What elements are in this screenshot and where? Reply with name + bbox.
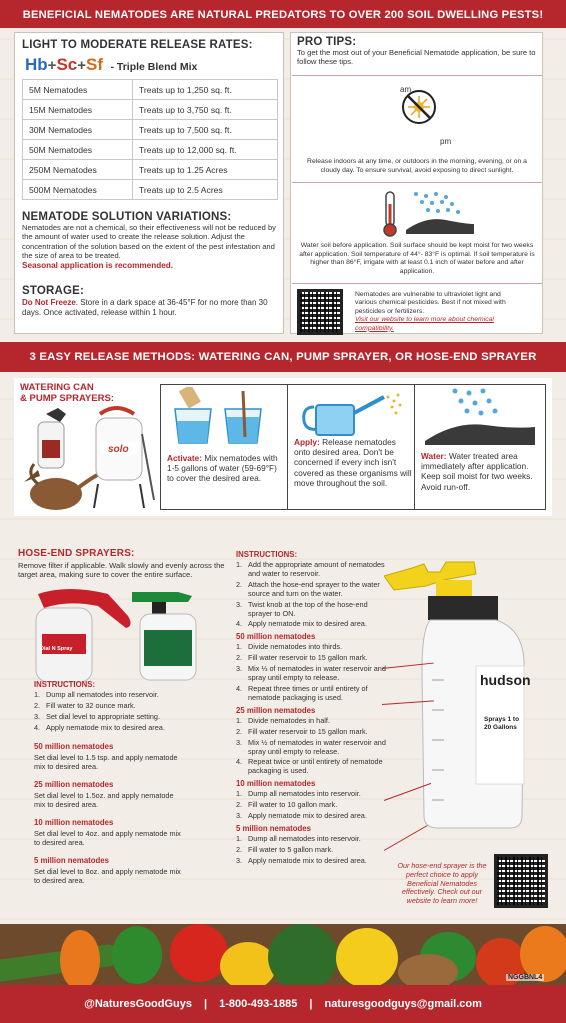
rate-coverage: Treats up to 1.25 Acres [133, 160, 278, 180]
bottle-brand: hudson [480, 672, 531, 688]
gallon-group-steps [236, 643, 388, 702]
rate-amount: 15M Nematodes [23, 100, 133, 120]
gallon-group-title: 50 million nematodes [236, 632, 316, 642]
right-steps [236, 561, 388, 629]
right-instructions-heading: INSTRUCTIONS: [236, 550, 298, 559]
instruction-step [236, 581, 388, 599]
step-text: Apply nematode mix to desired area. [248, 855, 367, 865]
instruction-step [236, 758, 388, 776]
step-number: 4. [236, 757, 243, 767]
step-text: Apply nematode mix to desired area. [248, 619, 367, 629]
step-number: 2. [34, 700, 41, 710]
step-number: 2. [236, 844, 243, 854]
instruction-step [236, 790, 388, 799]
hose-intro: Remove filter if applicable. Walk slowly and evenly across the target area, making sure to cover the entire surface. [18, 561, 225, 580]
step-number: 3. [236, 855, 243, 865]
step-text: Fill water reservoir to 15 gallon mark. [248, 653, 368, 663]
promo-text: Our hose-end sprayer is the perfect choice to apply Beneficial Nematodes effectively. Check out our website to learn more! [397, 861, 487, 906]
instruction-step [236, 717, 388, 726]
footer-sep-2: | [309, 998, 313, 1010]
bottle-sprays: Sprays 1 to 20 Gallons [484, 716, 520, 731]
ortho-label: Dial N Spray [40, 646, 73, 652]
water-text: Water treated area immediately after application. Keep soil moist for two weeks. Avoid run-off. [421, 451, 533, 492]
rate-coverage: Treats up to 3,750 sq. ft. [133, 100, 278, 120]
release-methods-banner: 3 EASY RELEASE METHODS: WATERING CAN, PUMP SPRAYER, OR HOSE-END SPRAYER [0, 342, 566, 372]
instruction-step [236, 846, 388, 855]
blend-title [25, 55, 197, 75]
step-number: 1. [236, 833, 243, 843]
watering-heading-line2: & PUMP SPRAYERS: [20, 393, 114, 404]
instruction-step [34, 724, 214, 733]
step-number: 4. [34, 722, 41, 732]
rates-row [23, 100, 278, 120]
apply-label: Apply: [294, 437, 320, 447]
step-text: Dump all nematodes into reservoir. [248, 833, 361, 843]
gallon-group-title: 5 million nematodes [236, 823, 311, 833]
watered-ground-icon [425, 387, 535, 445]
rate-coverage: Treats up to 12,000 sq. ft. [133, 140, 278, 160]
step-text: Mix ⅓ of nematodes in water reservoir and spray until empty to release. [248, 664, 386, 683]
step-number: 1. [236, 642, 243, 652]
step-number: 3. [236, 599, 243, 609]
dial-group-text: Set dial level to 4oz. and apply nematode mix to desired area. [34, 828, 181, 847]
rates-row [23, 140, 278, 160]
pepper-yellow [220, 942, 276, 986]
watering-heading [20, 382, 114, 404]
vegetables-image [0, 924, 566, 986]
hose-heading: HOSE-END SPRAYERS: [18, 548, 135, 559]
no-sun-icon [384, 80, 454, 138]
step-number: 1. [236, 789, 243, 799]
dial-sprayers-illustration [28, 586, 228, 686]
step-text: Dump all nematodes into reservoir. [248, 789, 361, 799]
variations-heading: NEMATODE SOLUTION VARIATIONS: [22, 211, 232, 223]
step-text: Fill water reservoir to 15 gallon mark. [248, 726, 368, 736]
gallon-group [236, 824, 388, 866]
dial-group-title: 25 million nematodes [34, 779, 114, 789]
thermometer-icon [380, 190, 400, 238]
step-number: 3. [236, 737, 243, 747]
step-text: Apply nematode mix to desired area. [46, 722, 165, 732]
instruction-step [34, 713, 214, 722]
step-number: 1. [34, 690, 41, 699]
top-banner: BENEFICIAL NEMATODES ARE NATURAL PREDATORS TO OVER 200 SOIL DWELLING PESTS! [0, 0, 566, 28]
tip-chemical-body: Nematodes are vulnerable to ultraviolet light and various chemical pesticides. Best if not mixed with pesticides or fertilizers. [355, 291, 506, 315]
step-activate-text [167, 453, 285, 484]
activate-label: Activate: [167, 453, 203, 463]
tip-sunlight [292, 75, 542, 183]
water-label: Water: [421, 451, 447, 461]
step-number: 2. [236, 800, 243, 810]
plus-2: + [77, 57, 86, 74]
rate-coverage: Treats up to 7,500 sq. ft. [133, 120, 278, 140]
dial-group-title: 10 million nematodes [34, 817, 114, 827]
instruction-step [236, 739, 388, 757]
dial-group-title: 50 million nematodes [34, 741, 114, 751]
rates-row [23, 180, 278, 200]
rate-amount: 500M Nematodes [23, 180, 133, 200]
carrot [60, 930, 100, 986]
watering-section [14, 378, 552, 516]
gallon-group [236, 706, 388, 776]
hb-label: Hb [25, 55, 48, 74]
am-label: am [400, 85, 412, 94]
dial-group [34, 856, 214, 885]
rate-coverage: Treats up to 1,250 sq. ft. [133, 80, 278, 100]
gallon-group [236, 779, 388, 821]
variations-text: Nematodes are not a chemical, so their effectiveness will not be reduced by the amount of water used to create the release solution. Adjust the concentration of the solution based on the extent of the pest infestation and the size of area to be treated. [22, 223, 276, 261]
storage-heading: STORAGE: [22, 285, 85, 297]
step-apply-text [294, 437, 412, 488]
seasonal-note: Seasonal application is recommended. [22, 260, 174, 270]
left-instructions-heading: INSTRUCTIONS: [34, 680, 96, 689]
dial-group-text: Set dial level to 1.5 tsp. and apply nematode mix to desired area. [34, 752, 178, 771]
dial-group [34, 818, 214, 847]
instruction-step [236, 835, 388, 844]
rates-row [23, 160, 278, 180]
watering-can-icon [298, 387, 408, 443]
rates-heading: LIGHT TO MODERATE RELEASE RATES: [22, 39, 253, 51]
dial-group-title: 5 million nematodes [34, 855, 109, 865]
step-activate [160, 384, 288, 510]
variations-body [22, 223, 280, 270]
step-text: Fill water to 5 gallon mark. [248, 844, 334, 854]
step-number: 3. [34, 711, 41, 721]
instruction-step [236, 665, 388, 683]
instruction-step [34, 691, 214, 700]
gallon-group [236, 632, 388, 702]
dial-group-text: Set dial level to 1.5oz. and apply nematode mix to desired area. [34, 790, 174, 809]
tip-soil-text: Water soil before application. Soil surface should be kept moist for two weeks after application. Soil temperature of 44°- 83°F is optimal. If soil temperature is higher than 86°F, irrigate with at least 0.1 inch of water before and after application. [299, 242, 535, 275]
step-text: Divide nematodes in half. [248, 715, 330, 725]
step-number: 4. [236, 683, 243, 693]
gallon-group-title: 25 million nematodes [236, 705, 316, 715]
rate-coverage: Treats up to 2.5 Acres [133, 180, 278, 200]
chemical-compatibility-link[interactable]: Visit our website to learn more about chemical compatibility. [355, 316, 494, 332]
storage-body [22, 298, 280, 318]
instruction-step [236, 857, 388, 866]
rates-row [23, 80, 278, 100]
step-text: Repeat three times or until entirety of nematode packaging is used. [248, 683, 368, 702]
broccoli [268, 924, 338, 986]
rate-amount: 30M Nematodes [23, 120, 133, 140]
watering-heading-line1: WATERING CAN [20, 382, 94, 393]
tip-chemical [297, 293, 537, 333]
dial-group [34, 742, 214, 771]
instruction-step [236, 601, 388, 619]
sprayers-illustration [16, 404, 156, 516]
left-steps [34, 691, 214, 733]
instruction-step [236, 685, 388, 703]
gallon-group-title: 10 million nematodes [236, 779, 316, 789]
rates-table [22, 79, 278, 200]
do-not-freeze: Do Not Freeze [22, 298, 76, 307]
email-address[interactable]: naturesgoodguys@gmail.com [324, 998, 482, 1010]
mixing-buckets-icon [169, 387, 279, 447]
step-text: Apply nematode mix to desired area. [248, 811, 367, 821]
plus-1: + [47, 57, 57, 74]
activate-text: Mix nematodes with 1-5 gallons of water (59-69°F) to cover the desired area. [167, 453, 278, 484]
step-water [414, 384, 546, 510]
tip-sunlight-text: Release indoors at any time, or outdoors in the morning, evening, or on a cloudy day. To ensure survival, avoid exposing to direct sunlight. [307, 158, 527, 174]
step-text: Repeat twice or until entirety of nematode packaging is used. [248, 757, 383, 776]
step-text: Fill water to 10 gallon mark. [248, 800, 338, 810]
step-apply [287, 384, 415, 510]
step-number: 2. [236, 726, 243, 736]
step-water-text [421, 451, 543, 492]
rates-panel [14, 32, 284, 334]
step-text: Set dial level to appropriate setting. [46, 711, 160, 721]
instruction-step [236, 654, 388, 663]
social-handle[interactable]: @NaturesGoodGuys [84, 998, 193, 1010]
tip-soil [292, 184, 542, 284]
watered-soil-icon [406, 190, 474, 234]
gallon-group-steps [236, 790, 388, 821]
left-groups [34, 742, 214, 885]
dial-group [34, 780, 214, 809]
step-number: 2. [236, 579, 243, 589]
sc-label: Sc [56, 55, 78, 74]
rate-amount: 250M Nematodes [23, 160, 133, 180]
pm-label: pm [440, 137, 452, 146]
step-text: Mix ½ of nematodes in water reservoir and spray until empty to release. [248, 737, 386, 756]
instruction-step [236, 801, 388, 810]
step-text: Dump all nematodes into reservoir. [46, 690, 159, 699]
step-number: 1. [236, 715, 243, 725]
tip-chemical-text [355, 291, 523, 333]
instruction-step [236, 620, 388, 629]
step-number: 4. [236, 619, 243, 629]
step-number: 1. [236, 560, 243, 569]
rates-row [23, 120, 278, 140]
footer-sep-1: | [204, 998, 208, 1010]
pro-tips-panel [290, 32, 543, 334]
step-number: 2. [236, 653, 243, 663]
step-number: 3. [236, 811, 243, 821]
instruction-step [236, 728, 388, 737]
footer [0, 985, 566, 1023]
instruction-step [236, 561, 388, 579]
step-number: 3. [236, 664, 243, 674]
rate-amount: 5M Nematodes [23, 80, 133, 100]
solo-logo: solo [108, 444, 129, 455]
pro-tips-heading: PRO TIPS: [297, 36, 357, 48]
qr-code-hose[interactable] [494, 854, 548, 908]
left-instructions [34, 680, 214, 885]
product-code: NGGBNL4 [508, 974, 543, 981]
sf-label: Sf [86, 55, 103, 74]
pepper-yellow-2 [336, 928, 398, 986]
storage-text: . Store in a dark space at 36-45°F for no more than 30 days. Once activated, release within 1 hour. [22, 298, 268, 317]
tomato [170, 924, 228, 982]
apply-text: Release nematodes onto desired area. Don't be concerned if every inch isn't covered as these organisms will move throughout the soil. [294, 437, 412, 488]
qr-code-chemical[interactable] [297, 289, 343, 335]
step-text: Divide nematodes into thirds. [248, 642, 343, 652]
right-instructions [236, 550, 388, 868]
hose-section [14, 538, 552, 924]
phone-number[interactable]: 1-800-493-1885 [219, 998, 298, 1010]
right-groups [236, 632, 388, 865]
pepper-green [112, 926, 162, 984]
pro-tips-intro: To get the most out of your Beneficial Nematode application, be sure to follow these tips. [297, 48, 536, 67]
potato [398, 954, 458, 986]
hose-end-sprayer-illustration [384, 550, 544, 832]
instruction-step [236, 643, 388, 652]
dial-group-text: Set dial level to 8oz. and apply nematode mix to desired area. [34, 866, 181, 885]
step-text: Add the appropriate amount of nematodes and water to reservoir. [248, 560, 385, 578]
step-text: Attach the hose-end sprayer to the water source and turn on the water. [248, 579, 380, 598]
step-text: Fill water to 32 ounce mark. [46, 700, 136, 710]
gallon-group-steps [236, 717, 388, 776]
step-text: Twist knob at the top of the hose-end sprayer to ON. [248, 599, 368, 618]
instruction-step [34, 702, 214, 711]
gallon-group-steps [236, 835, 388, 866]
blend-suffix: - Triple Blend Mix [110, 61, 198, 73]
instruction-step [236, 812, 388, 821]
rate-amount: 50M Nematodes [23, 140, 133, 160]
